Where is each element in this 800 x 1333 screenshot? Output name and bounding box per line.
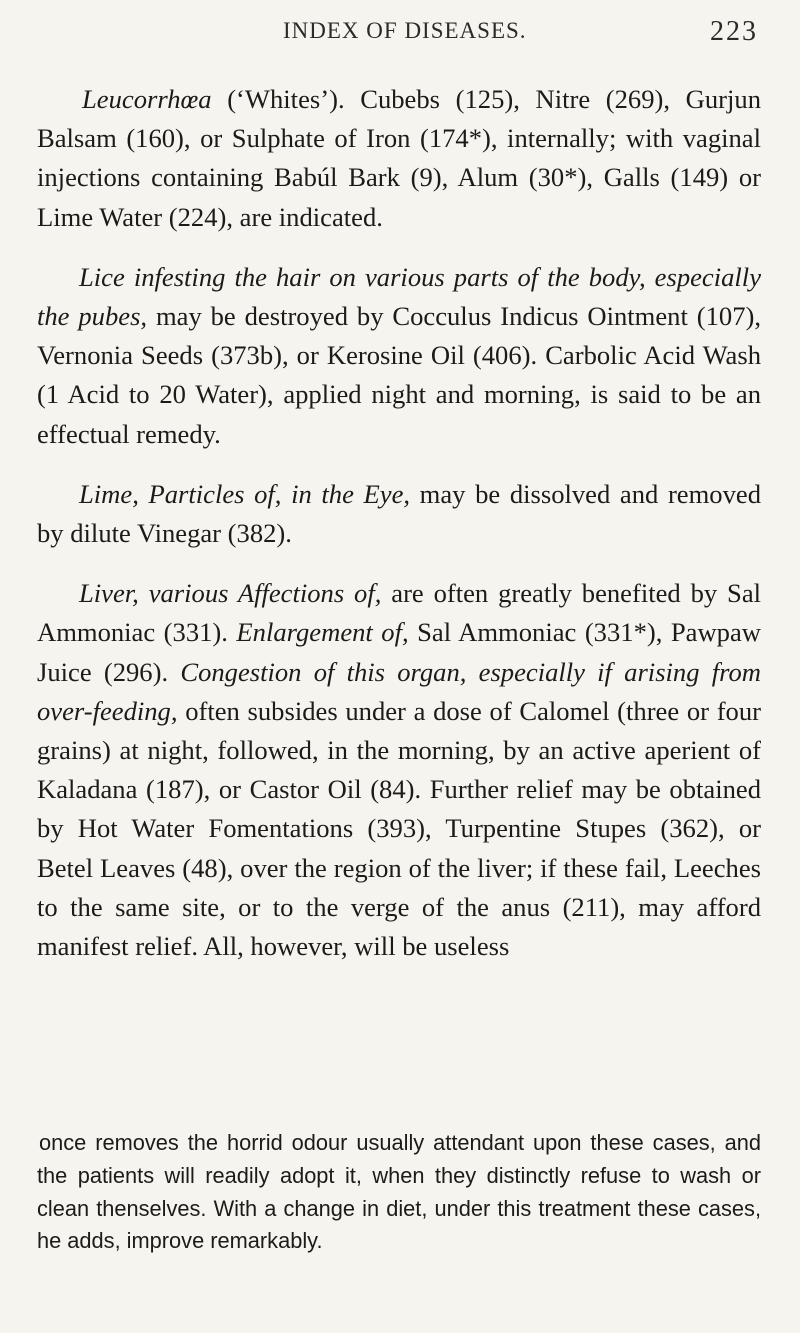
entry-term-note: (‘Whites’). — [227, 84, 345, 114]
entry-text: Cubebs (125), Nitre (269), Gurjun Balsam (160), or Sulphate of Iron (174*), internally; with vaginal injections containing Babúl Bark (9), Alum (30*), Galls (149) or Lime Water (224), are indicated. — [37, 84, 761, 232]
entry-text: may be dissolved and removed by dilute Vinegar (382). — [37, 478, 761, 549]
entry-term: Leucorrhœa — [82, 84, 212, 114]
running-title: INDEX OF DISEASES. — [283, 18, 527, 43]
entry-text: may be destroyed by Cocculus Indicus Ointment (107), Vernonia Seeds (373b), or Kerosine Oil (406). Carbolic Acid Wash (1 Acid to 20 Water), applied night and morning, is said to be an effectual remedy. — [37, 301, 761, 449]
entry-lime — [37, 475, 761, 553]
entry-subterm: Enlargement of, — [236, 617, 409, 648]
entry-lice — [37, 258, 761, 454]
entry-text: are often greatly benefited by Sal Ammoniac (331). — [37, 578, 762, 648]
entry-term: Lime, Particles of, in the Eye, — [79, 478, 411, 509]
entry-term: Liver, various Affections of, — [79, 578, 382, 609]
entry-term: Lice infesting the hair on various parts of the body, especially the pubes, — [37, 261, 761, 332]
page-header — [0, 18, 800, 58]
entry-subterm: Congestion of this organ, especially if arising from over-feeding, — [37, 656, 761, 726]
entry-leucorrhoea — [37, 80, 761, 237]
page-number: 223 — [710, 16, 758, 47]
entry-liver — [37, 574, 761, 966]
index-body — [37, 80, 761, 987]
entry-text: Sal Ammoniac (331*), Pawpaw Juice (296). — [37, 617, 761, 687]
footnote-text: once removes the horrid odour usually attendant upon these cases, and the patients will readily adopt it, when they distinctly refuse to wash or clean thenselves. With a change in diet, under this treatment these cases, he adds, improve remarkably. — [37, 1130, 761, 1254]
entry-text: often subsides under a dose of Calomel (three or four grains) at night, followed, in the morning, by an active aperient of Kaladana (187), or Castor Oil (84). Further relief may be obtained by Hot Water Fomentations (393), Turpentine Stupes (362), or Betel Leaves (48), over the region of the liver; if these fail, Leeches to the same site, or to the verge of the anus (211), may afford manifest relief. All, however, will be useless — [37, 695, 761, 962]
